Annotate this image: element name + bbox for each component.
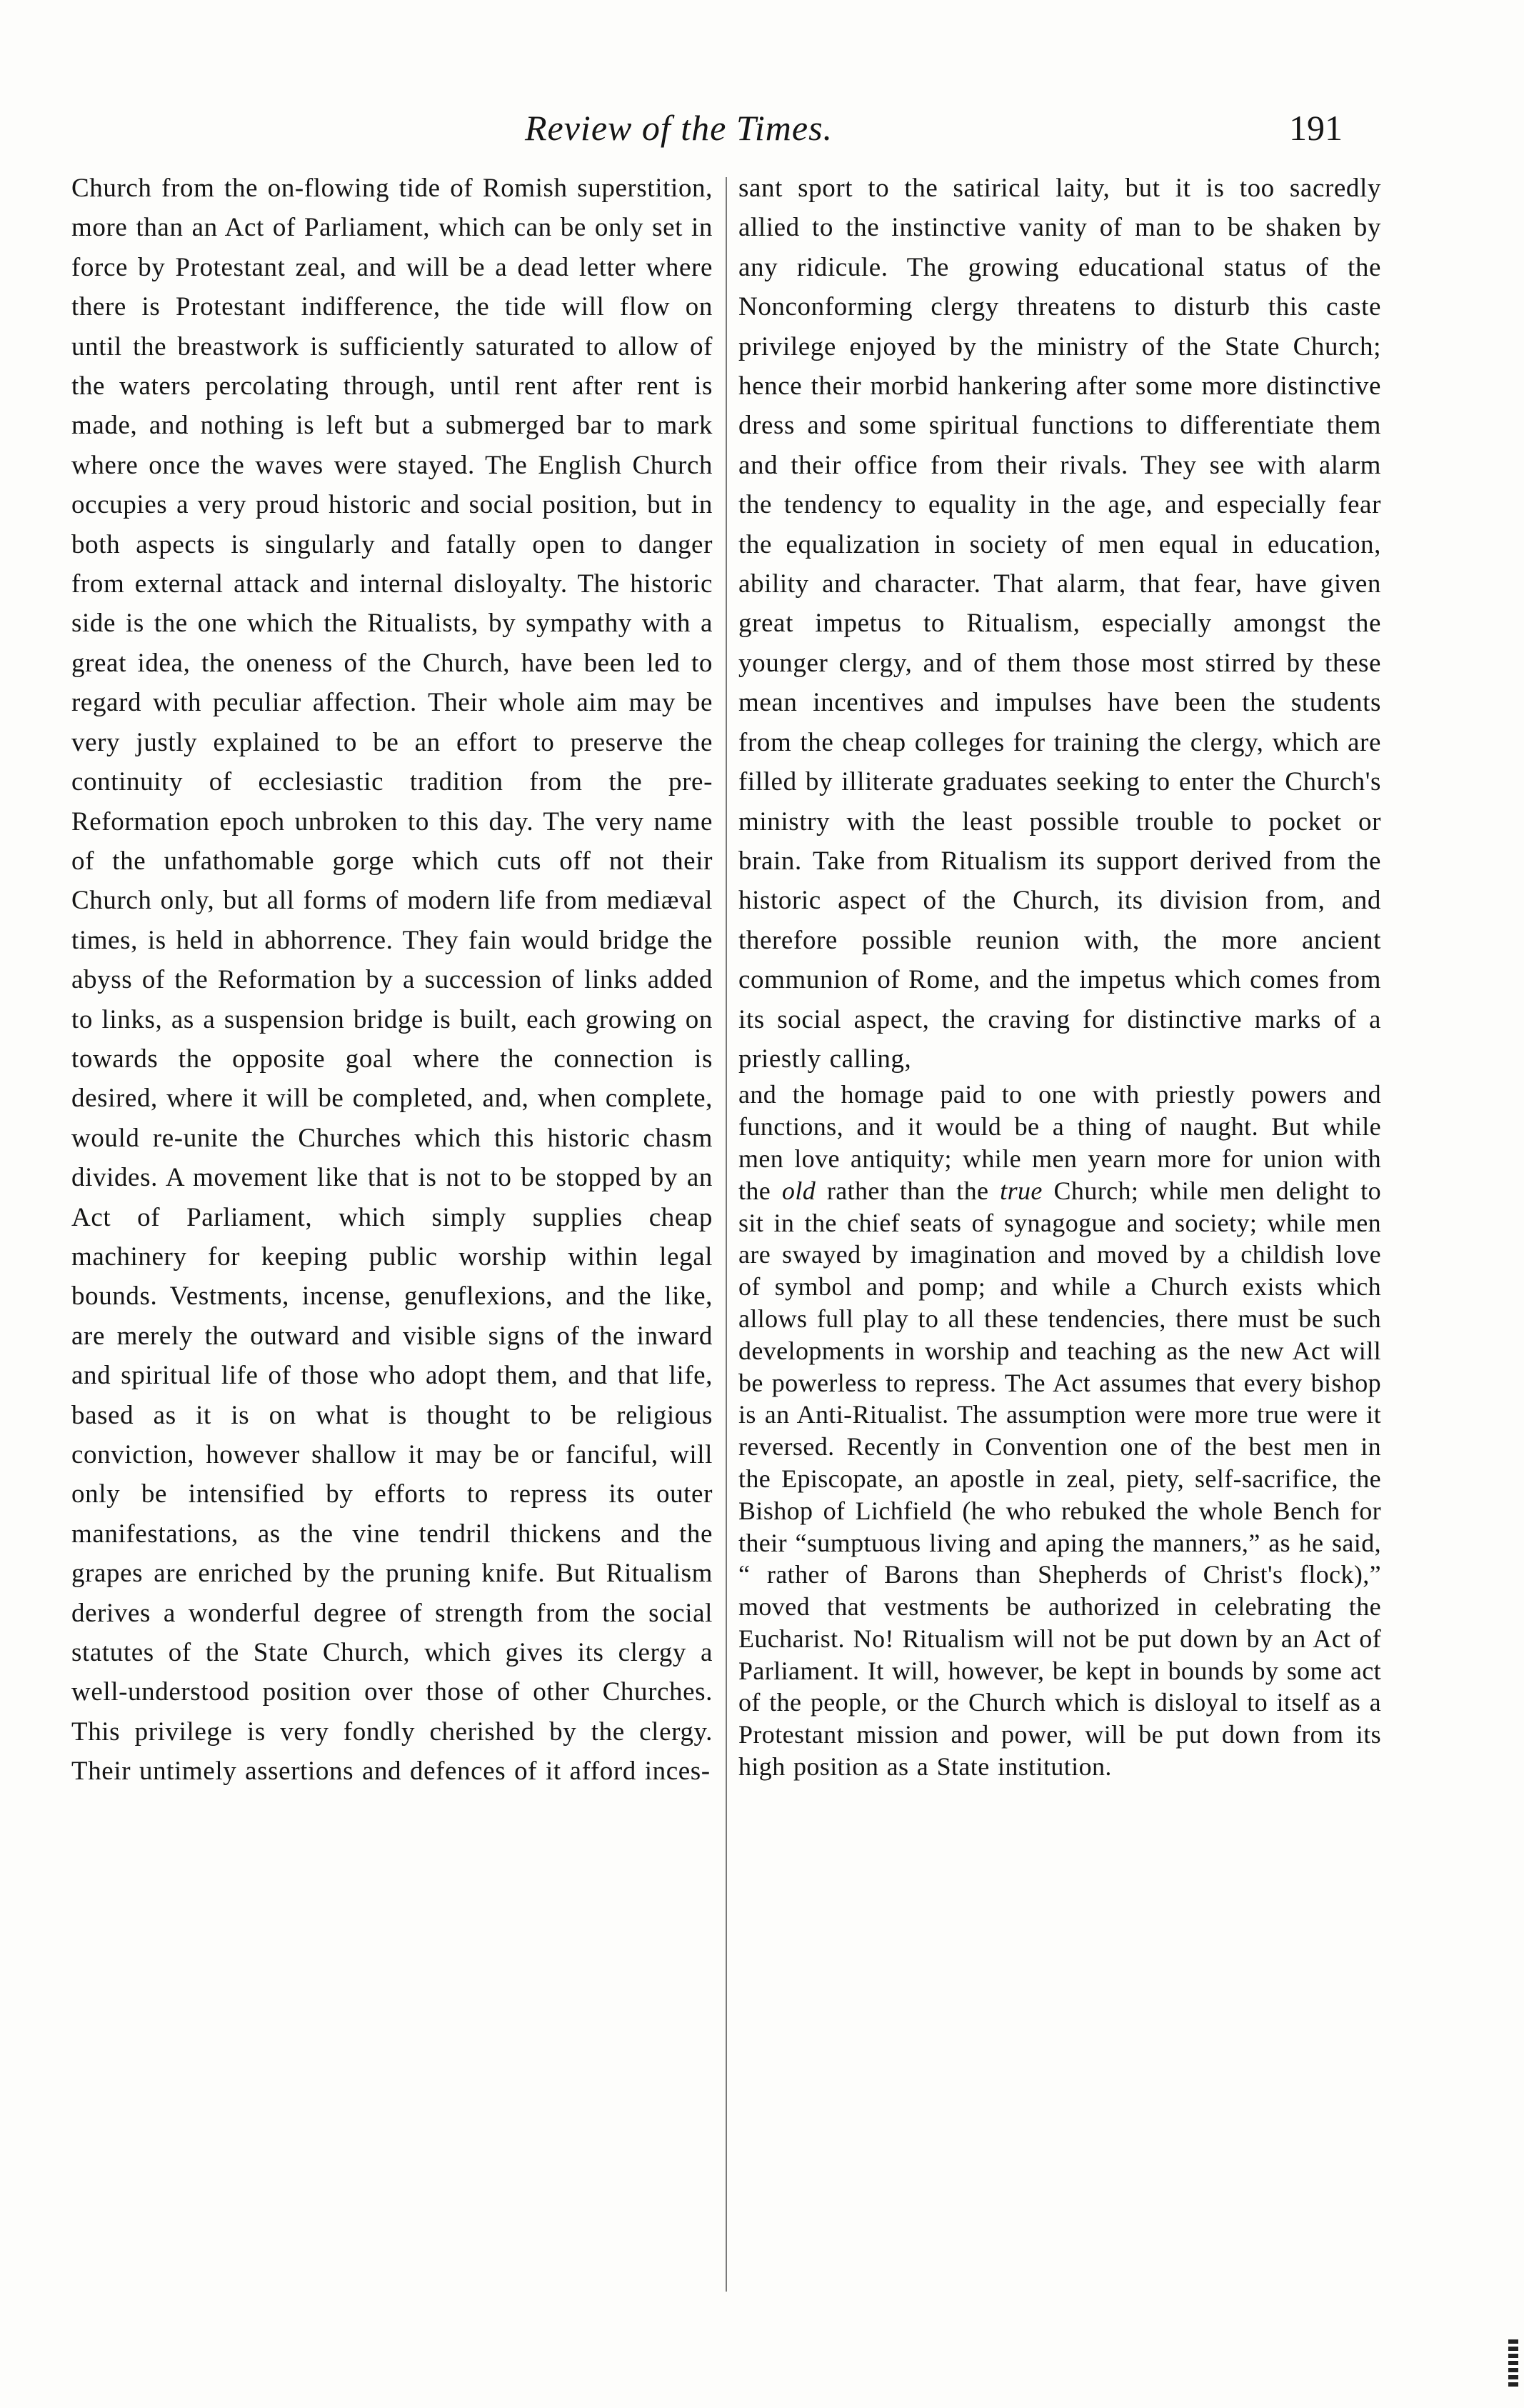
right-column-text-upper: sant sport to the satirical laity, but it is too sacredly allied to the instinctive vanity of man to be shaken by any ridicule. The growing educational status of the Nonconforming clergy threatens to disturb this caste privilege enjoyed by the ministry of the State Church; hence their morbid hankering after some more distinctive dress and some spiritual functions to differentiate them and their office from their rivals. They see with alarm the tendency to equality in the age, and especially fear the equalization in society of men equal in education, ability and character. That alarm, that fear, have given great impetus to Ritualism, especially amongst the younger clergy, and of them those most stirred by these mean incentives and impulses have been the students from the cheap colleges for training the clergy, which are filled by illiterate graduates seeking to enter the Church's ministry with the least possible trouble to pocket or brain. Take from Ritualism its support derived from the historic aspect of the Church, its division from, and therefore possible reunion with, the more ancient communion of Rome, and the impetus which comes from its social aspect, the craving for distinctive marks of a priestly calling, bbox=[738, 174, 1381, 1074]
italic-word-old: old bbox=[781, 1176, 816, 1205]
left-column bbox=[71, 169, 713, 1792]
left-column-text: Church from the on-flowing tide of Romish superstition, more than an Act of Parliament, which can be only set in force by Protestant zeal, and will be a dead letter where there is Protestant indifference, the tide will flow on until the breastwork is sufficiently saturated to allow of the waters percolating through, until rent after rent is made, and nothing is left but a submerged bar to mark where once the waves were stayed. The English Church occupies a very proud historic and social position, but in both aspects is singularly and fatally open to danger from external attack and internal disloyalty. The historic side is the one which the Ritualists, by sympathy with a great idea, the oneness of the Church, have been led to regard with peculiar affection. Their whole aim may be very justly explained to be an effort to preserve the continuity of ecclesiastic tradition from the pre-Reformation epoch unbroken to this day. The very name of the unfathomable gorge which cuts off not their Church only, but all forms of modern life from mediæval times, is held in abhorrence. They fain would bridge the abyss of the Reformation by a succession of links added to links, as a suspension bridge is built, each growing on towards the opposite goal where the connection is desired, where it will be completed, and, when complete, would re-unite the Churches which this historic chasm divides. A movement like that is not to be stopped by an Act of Parliament, which simply supplies cheap machinery for keeping public worship within legal bounds. Vestments, incense, genuflexions, and the like, are merely the outward and visible signs of the inward and spiritual life of those who adopt them, and that life, based as it is on what is thought to be religious conviction, however shallow it may be or fanciful, will only be intensified by efforts to repress its outer manifestations, as the vine tendril thickens and the grapes are enriched by the pruning knife. But Ritualism derives a wonderful degree of strength from the social statutes of the State Church, which gives its clergy a well-understood position over those of other Churches. This privilege is very fondly cherished by the clergy. Their untimely assertions and defences of it afford inces- bbox=[71, 174, 713, 1787]
right-text-segment: Church; while men delight to sit in the chief seats of synagogue and society; while men are swayed by imagination and moved by a childish love of symbol and pomp; and while a Church exists which allows full play to all these tendencies, there must be such developments in worship and teaching as the new Act will be powerless to repress. The Act assumes that every bishop is an Anti-Ritualist. The assumption were more true were it reversed. Recently in Convention one of the best men in the Episcopate, an apostle in zeal, piety, self-sacrifice, the Bishop of Lichfield (he who rebuked the whole Bench for their “sumptuous living and aping the manners,” as he said, “ rather of Barons than Shepherds of Christ's flock),” moved that vestments be authorized in celebrating the Eucharist. No! Ritualism will not be put down by an Act of Parliament. It will, however, be kept in bounds by some act of the people, or the Church which is disloyal to itself as a Protestant mission and power, will be put down from its high position as a State institution. bbox=[738, 1176, 1381, 1782]
right-text-segment: and the homage paid to one with priestly powers and functions, and it would be a thing of naught. But while men love antiquity; while men yearn more for union with the bbox=[738, 1080, 1381, 1205]
italic-word-true: true bbox=[1000, 1176, 1043, 1205]
right-column-text-lower bbox=[738, 1079, 1381, 1783]
right-column bbox=[738, 169, 1381, 1783]
page-edge-mark bbox=[1508, 2339, 1518, 2389]
running-title: Review of the Times. bbox=[525, 108, 833, 148]
running-head bbox=[0, 107, 1524, 164]
page-number: 191 bbox=[1289, 108, 1343, 148]
column-divider bbox=[726, 177, 727, 2292]
right-text-segment: rather than the bbox=[816, 1176, 1001, 1205]
